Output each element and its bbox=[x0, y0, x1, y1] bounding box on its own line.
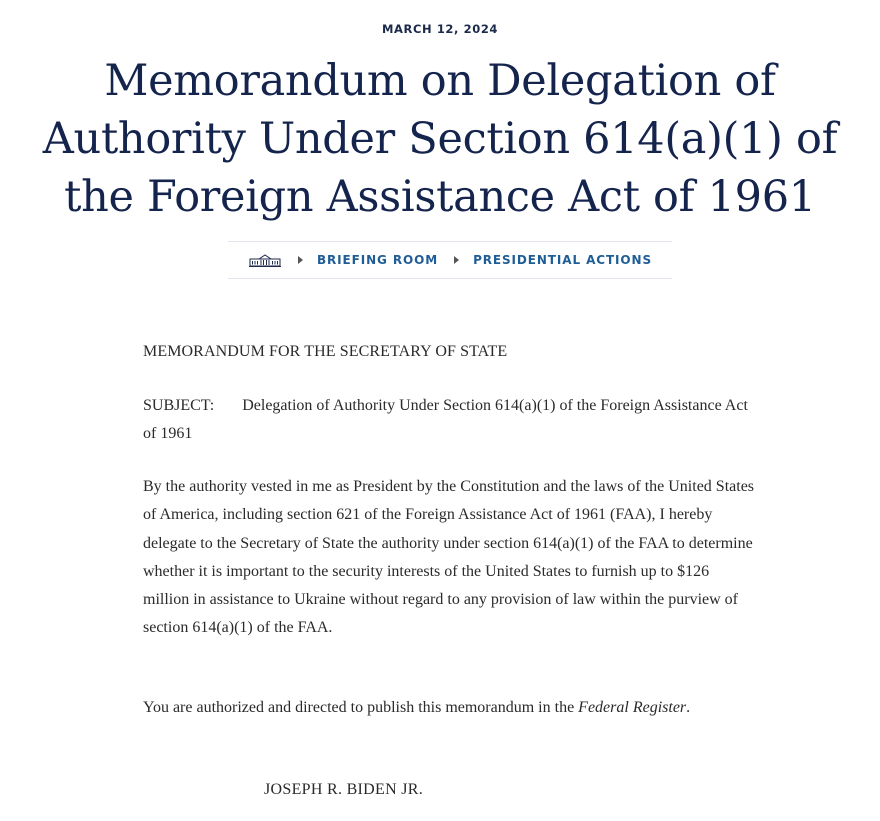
signature: JOSEPH R. BIDEN JR. bbox=[264, 781, 424, 798]
memo-paragraph-2 bbox=[143, 694, 758, 722]
paragraph-2-suffix: . bbox=[686, 699, 691, 716]
breadcrumb bbox=[228, 241, 672, 279]
breadcrumb-presidential-actions[interactable]: PRESIDENTIAL ACTIONS bbox=[473, 253, 652, 267]
subject-label: SUBJECT: bbox=[143, 397, 215, 414]
chevron-right-icon bbox=[298, 256, 303, 264]
breadcrumb-briefing-room[interactable]: BRIEFING ROOM bbox=[316, 253, 439, 267]
paragraph-2-prefix: You are authorized and directed to publish this memorandum in the bbox=[143, 699, 575, 716]
white-house-icon[interactable] bbox=[248, 252, 282, 268]
chevron-right-icon bbox=[454, 256, 459, 264]
subject-text: Delegation of Authority Under Section 614(a)(1) of the Foreign Assistance Act of 1961 bbox=[143, 397, 748, 443]
federal-register-title: Federal Register bbox=[578, 699, 687, 716]
page-title: Memorandum on Delegation of Authority Under Section 614(a)(1) of the Foreign Assistance Act of 1961 bbox=[42, 56, 838, 222]
memo-paragraph-1: By the authority vested in me as President by the Constitution and the laws of the United States of America, including section 621 of the Foreign Assistance Act of 1961 (FAA), I hereby delegate to the Secretary of State the authority under section 614(a)(1) of the FAA to determine whether it is important to the security interests of the United States to furnish up to $126 million in assistance to Ukraine without regard to any provision of law within the purview of section 614(a)(1) of the FAA. bbox=[143, 478, 755, 637]
memo-addressee: MEMORANDUM FOR THE SECRETARY OF STATE bbox=[143, 343, 508, 360]
publish-date: MARCH 12, 2024 bbox=[381, 22, 499, 36]
memo-subject bbox=[143, 392, 758, 449]
